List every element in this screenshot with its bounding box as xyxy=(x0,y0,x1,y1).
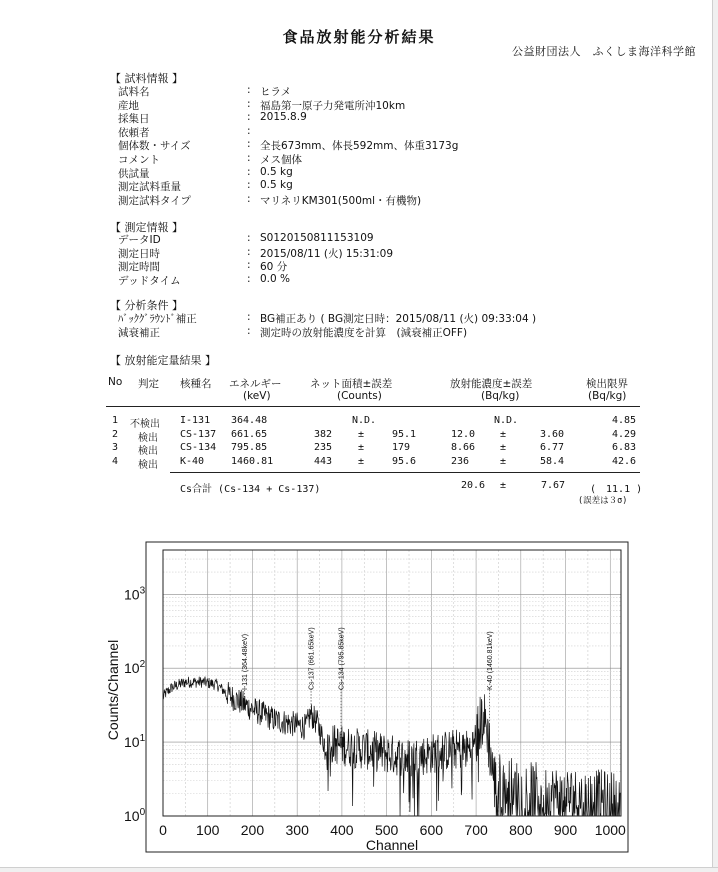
spectrum-trace xyxy=(163,677,620,816)
page-edge-bottom xyxy=(0,867,718,872)
row-conc-plusminus: ± xyxy=(500,428,507,440)
field-value: マリネリKM301(500ml・有機物) xyxy=(260,194,422,207)
peak-annotation-label: K-40 (1460.81keV) xyxy=(487,631,495,690)
field-label: 測定日時 xyxy=(118,247,160,260)
col-header-net-area: ネット面積±誤差 xyxy=(310,378,393,390)
x-tick-label: 100 xyxy=(196,822,220,838)
analysis-conditions-heading: 【 分析条件 】 xyxy=(110,299,183,312)
row-net-area: 235 xyxy=(314,442,333,453)
sample-info-heading: 【 試料情報 】 xyxy=(110,72,183,85)
row-nuclide: K-40 xyxy=(180,455,205,467)
row-detection-limit: 42.6 xyxy=(612,455,637,467)
col-header-detection-limit-unit: (Bq/kg) xyxy=(588,390,627,402)
y-tick-label: $10^0$ xyxy=(124,807,146,824)
row-judgment: 検出 xyxy=(138,459,158,471)
row-net-area: 382 xyxy=(314,428,333,440)
peak-annotations xyxy=(242,627,494,739)
field-value: 0.0 % xyxy=(260,272,291,285)
field-label: ﾊﾞｯｸｸﾞﾗｳﾝﾄﾞ補正 xyxy=(118,313,197,325)
field-colon: : xyxy=(247,324,251,337)
row-concentration: 12.0 xyxy=(451,428,476,440)
cs-total-plusminus: ± xyxy=(500,480,507,491)
row-concentration: 8.66 xyxy=(451,442,476,453)
row-net-plusminus: ± xyxy=(358,428,365,440)
row-nuclide: CS-134 xyxy=(180,442,217,453)
field-value: 2015.8.9 xyxy=(260,111,307,124)
row-nuclide: CS-137 xyxy=(180,428,217,440)
row-energy: 1460.81 xyxy=(231,455,274,467)
row-no: 4 xyxy=(112,455,119,467)
field-colon: : xyxy=(247,179,251,192)
row-conc-error: 6.77 xyxy=(540,442,565,453)
error-sigma-note: (誤差は３σ) xyxy=(578,496,628,506)
x-tick-label: 900 xyxy=(553,822,578,838)
x-tick-label: 300 xyxy=(285,822,309,838)
field-value: 全長673mm、体長592mm、体重3173g xyxy=(260,140,459,153)
field-value: メス個体 xyxy=(260,154,302,166)
row-conc-error: 3.60 xyxy=(540,428,565,440)
row-judgment: 不検出 xyxy=(130,419,160,430)
x-tick-label: 200 xyxy=(240,822,265,838)
field-label: コメント xyxy=(118,154,160,166)
field-colon: : xyxy=(247,232,251,244)
field-label: 測定試料重量 xyxy=(118,181,181,194)
organization-name: 公益財団法人 ふくしま海洋科学館 xyxy=(512,45,696,58)
field-value: 0.5 kg xyxy=(260,179,293,192)
field-colon: : xyxy=(247,84,251,96)
table-rule-top xyxy=(106,406,640,407)
row-energy: 661.65 xyxy=(231,428,268,440)
row-detection-limit: 6.83 xyxy=(612,442,637,453)
field-colon: : xyxy=(247,111,251,124)
row-net-error: 95.6 xyxy=(392,455,417,467)
field-label: データID xyxy=(118,234,161,246)
row-net-error: 95.1 xyxy=(392,428,417,440)
field-label: 産地 xyxy=(118,99,139,112)
row-energy: 364.48 xyxy=(231,415,268,426)
field-label: 測定時間 xyxy=(118,261,160,274)
x-tick-label: 0 xyxy=(159,822,167,838)
row-conc-plusminus: ± xyxy=(500,442,507,453)
row-net-error: 179 xyxy=(392,442,411,453)
field-value: 60 分 xyxy=(260,261,288,274)
col-header-energy: エネルギー xyxy=(229,378,282,390)
field-value: S0120150811153109 xyxy=(260,232,374,244)
field-value: BG補正あり ( BG測定日時：2015/08/11 (火) 09:33:04 ) xyxy=(260,313,537,325)
col-header-concentration-unit: (Bq/kg) xyxy=(481,390,520,402)
field-label: 試料名 xyxy=(118,86,150,98)
document-title: 食品放射能分析結果 xyxy=(282,28,436,46)
field-colon: : xyxy=(247,124,251,137)
row-no: 1 xyxy=(112,415,119,426)
col-header-judgment: 判定 xyxy=(138,378,159,390)
field-colon: : xyxy=(247,152,251,164)
cs-total-error: 7.67 xyxy=(541,480,566,491)
row-detection-limit: 4.85 xyxy=(612,415,637,426)
field-value: 福島第一原子力発電所沖10km xyxy=(260,99,406,112)
field-colon: : xyxy=(247,311,251,323)
row-detection-limit: 4.29 xyxy=(612,428,637,440)
chart-gridlines xyxy=(163,550,621,816)
field-label: 測定試料タイプ xyxy=(118,194,191,207)
row-conc-error: 58.4 xyxy=(540,455,565,467)
row-concentration: 236 xyxy=(451,455,470,467)
x-tick-label: 700 xyxy=(464,822,488,838)
field-colon: : xyxy=(247,245,251,258)
peak-annotation-label: Cs-137 (661.65keV) xyxy=(308,627,316,690)
chart-outer-frame xyxy=(146,542,628,852)
field-value: ヒラメ xyxy=(260,86,292,98)
field-colon: : xyxy=(247,165,251,178)
row-conc-plusminus: ± xyxy=(500,455,507,467)
row-nuclide: I-131 xyxy=(180,415,211,426)
field-value: 2015/08/11 (火) 15:31:09 xyxy=(260,247,394,260)
field-value: 0.5 kg xyxy=(260,165,293,178)
row-net-plusminus: ± xyxy=(358,455,365,467)
row-energy: 795.85 xyxy=(231,442,268,453)
row-judgment: 検出 xyxy=(138,432,158,444)
x-tick-label: 500 xyxy=(374,822,399,838)
col-header-detection-limit: 検出限界 xyxy=(586,378,628,390)
field-label: デッドタイム xyxy=(118,274,181,287)
col-header-concentration: 放射能濃度±誤差 xyxy=(450,378,533,390)
field-colon: : xyxy=(247,272,251,285)
field-label: 供試量 xyxy=(118,167,150,180)
y-axis-label: Counts/Channel xyxy=(105,639,121,741)
row-net-area: 443 xyxy=(314,455,333,467)
col-header-energy-unit: (keV) xyxy=(243,390,271,402)
x-axis-label: Channel xyxy=(365,837,419,853)
field-colon: : xyxy=(247,259,251,272)
row-net-area: N.D. xyxy=(352,415,377,426)
cs-total-value: 20.6 xyxy=(461,480,486,491)
peak-annotation-label: I-131 (364.48keV) xyxy=(241,633,249,690)
plot-area-frame xyxy=(163,550,621,816)
cs-total-limit: ( 11.1 ) xyxy=(590,484,643,495)
row-net-plusminus: ± xyxy=(358,442,365,453)
x-tick-label: 400 xyxy=(330,822,354,838)
field-label: 採集日 xyxy=(118,113,150,126)
results-heading: 【 放射能定量結果 】 xyxy=(110,354,216,367)
field-label: 減衰補正 xyxy=(118,326,160,339)
field-value: 測定時の放射能濃度を計算 (減衰補正OFF) xyxy=(260,326,468,339)
field-colon: : xyxy=(247,97,251,110)
measurement-info-heading: 【 測定情報 】 xyxy=(110,221,183,234)
col-header-no: No xyxy=(108,376,123,388)
x-tick-label: 600 xyxy=(419,822,444,838)
field-colon: : xyxy=(247,192,251,205)
x-axis-ticks xyxy=(159,822,626,838)
x-tick-label: 1000 xyxy=(594,822,626,838)
y-tick-label: $10^2$ xyxy=(124,659,146,677)
row-judgment: 検出 xyxy=(138,446,158,457)
x-tick-label: 800 xyxy=(509,822,533,838)
row-no: 3 xyxy=(112,442,119,453)
row-no: 2 xyxy=(112,428,119,440)
cs-total-label: Cs合計 (Cs-134 + Cs-137) xyxy=(180,484,321,495)
y-tick-label: $10^1$ xyxy=(124,733,146,751)
field-colon: : xyxy=(247,138,251,151)
page-edge-right xyxy=(712,0,718,872)
row-concentration: N.D. xyxy=(494,415,519,426)
y-axis-ticks xyxy=(124,585,146,824)
peak-annotation-label: Cs-134 (795.85keV) xyxy=(338,627,346,690)
field-label: 依頼者 xyxy=(118,126,150,139)
col-header-nuclide: 核種名 xyxy=(180,378,212,390)
y-tick-label: $10^3$ xyxy=(124,585,146,603)
col-header-net-area-unit: (Counts) xyxy=(337,390,382,402)
field-label: 個体数・サイズ xyxy=(118,140,191,153)
table-rule-bottom xyxy=(170,472,640,473)
